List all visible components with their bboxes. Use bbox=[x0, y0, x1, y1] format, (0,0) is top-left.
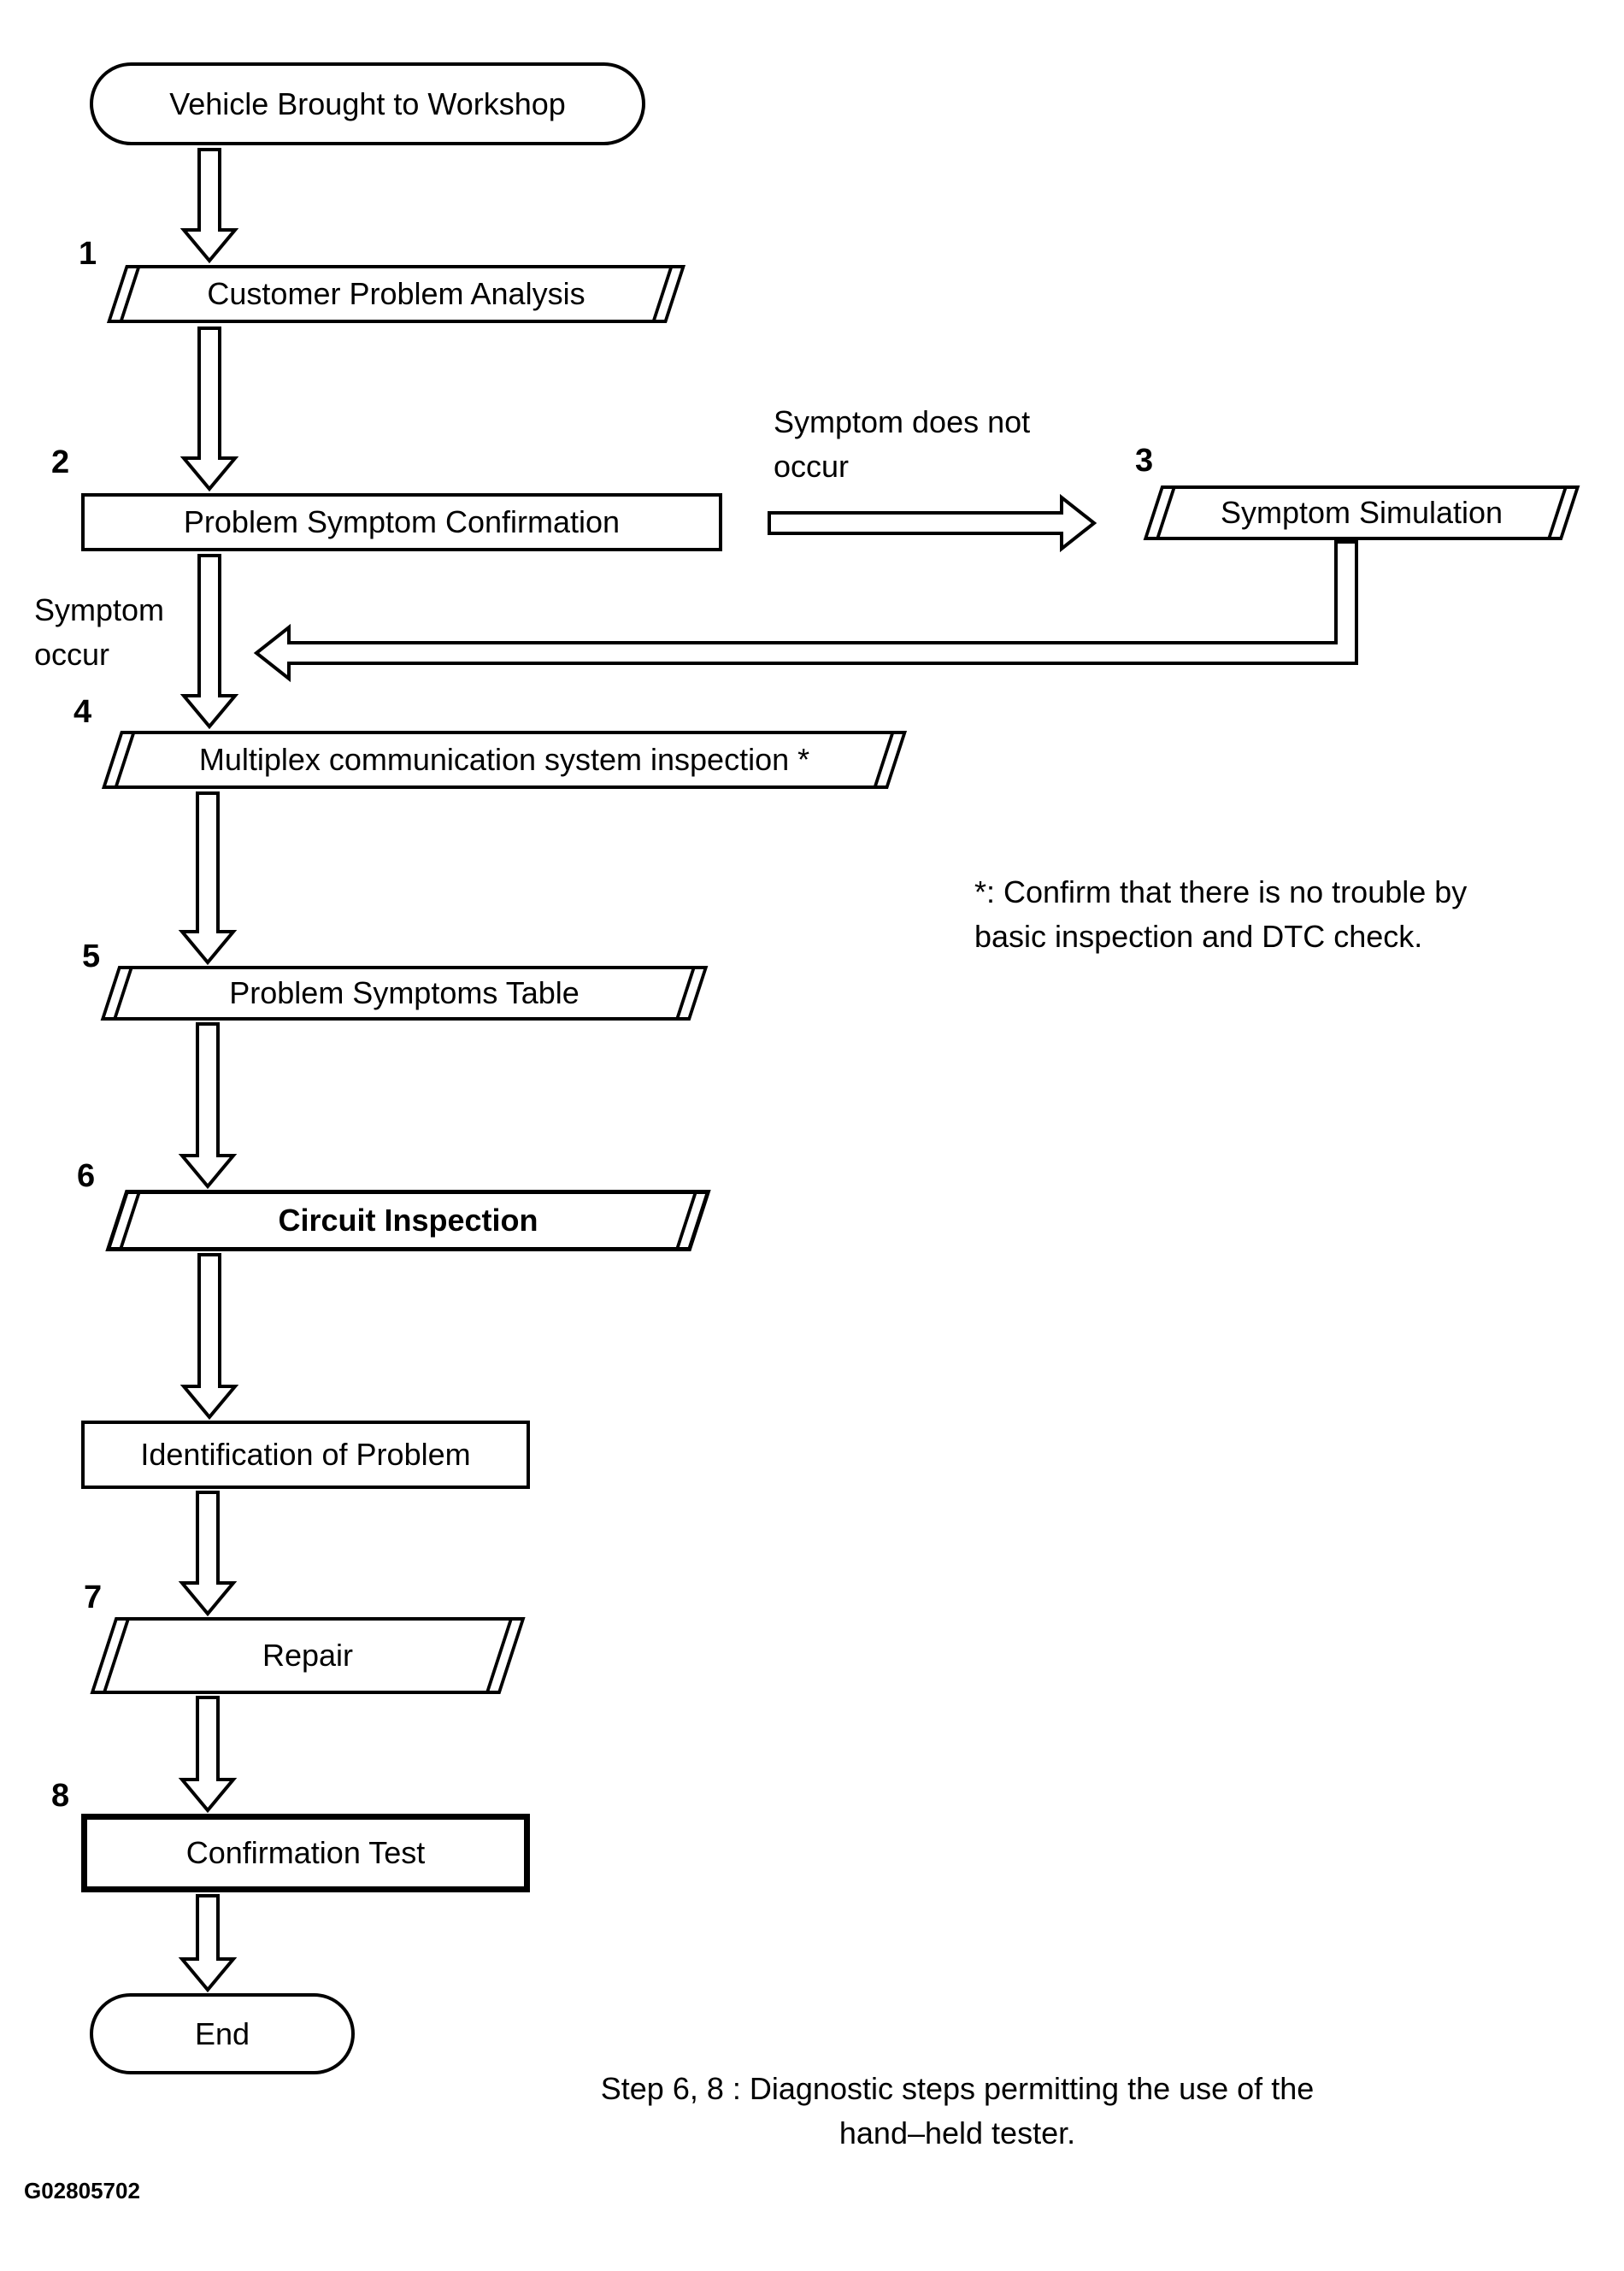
node-step3-symptom-simulation bbox=[1144, 485, 1580, 540]
label-symptom-occur-line1: Symptom bbox=[34, 592, 165, 627]
step-number-3: 3 bbox=[1135, 443, 1154, 479]
caption-line1: Step 6, 8 : Diagnostic steps permitting the use of the bbox=[600, 2071, 1315, 2106]
node-step1-customer-problem-analysis bbox=[107, 265, 685, 323]
arrow-identification-to-step7 bbox=[180, 1492, 235, 1614]
arrow-step8-to-end bbox=[180, 1896, 235, 1990]
caption-step-6-8 bbox=[462, 2067, 1453, 2156]
note-asterisk bbox=[974, 870, 1467, 959]
node-step5-problem-symptoms-table bbox=[101, 966, 709, 1021]
step-number-7: 7 bbox=[84, 1580, 103, 1615]
arrow-step4-to-step5 bbox=[180, 793, 235, 962]
node-step6-circuit-inspection bbox=[105, 1190, 710, 1251]
label-symptom-does-not-occur-line1: Symptom does not bbox=[774, 404, 1031, 439]
node-step4-multiplex-inspection bbox=[102, 731, 907, 789]
arrow-symptom-not-occur-right bbox=[769, 497, 1094, 549]
arrow-step7-to-step8 bbox=[180, 1697, 235, 1810]
arrow-start-to-step1 bbox=[182, 150, 237, 261]
arrow-simulation-return bbox=[248, 542, 1368, 687]
arrow-step6-to-identification bbox=[182, 1255, 237, 1417]
step-number-4: 4 bbox=[74, 694, 92, 730]
node-start bbox=[90, 62, 645, 145]
step-number-2: 2 bbox=[51, 444, 70, 480]
arrow-step1-to-step2 bbox=[182, 328, 237, 489]
label-symptom-does-not-occur bbox=[774, 400, 1030, 489]
node-identification-of-problem bbox=[81, 1421, 530, 1489]
node-step8-confirmation-test bbox=[81, 1814, 530, 1892]
node-step4-label: Multiplex communication system inspection * bbox=[198, 742, 810, 777]
arrow-step5-to-step6 bbox=[180, 1024, 235, 1186]
node-end-label: End bbox=[194, 2015, 250, 2051]
arrow-step2-to-step4 bbox=[182, 556, 237, 727]
label-symptom-does-not-occur-line2: occur bbox=[774, 449, 850, 485]
note-asterisk-line2: basic inspection and DTC check. bbox=[974, 919, 1423, 955]
caption-line2: hand–held tester. bbox=[838, 2115, 1076, 2151]
node-step3-label: Symptom Simulation bbox=[1220, 495, 1503, 530]
label-symptom-occur-line2: occur bbox=[34, 637, 110, 673]
node-step7-repair bbox=[90, 1617, 525, 1694]
step-number-8: 8 bbox=[51, 1778, 70, 1814]
node-step8-label: Confirmation Test bbox=[185, 1835, 426, 1870]
node-identification-label: Identification of Problem bbox=[140, 1437, 471, 1472]
node-step7-label: Repair bbox=[262, 1638, 354, 1673]
node-step5-label: Problem Symptoms Table bbox=[229, 975, 580, 1010]
figure-id: G02805702 bbox=[24, 2178, 140, 2203]
node-step2-label: Problem Symptom Confirmation bbox=[183, 504, 621, 539]
node-end bbox=[90, 1993, 355, 2074]
node-step6-label: Circuit Inspection bbox=[278, 1203, 538, 1238]
node-start-label: Vehicle Brought to Workshop bbox=[169, 85, 566, 121]
step-number-5: 5 bbox=[82, 938, 101, 974]
label-symptom-occur bbox=[34, 588, 164, 677]
node-step1-label: Customer Problem Analysis bbox=[207, 276, 585, 311]
step-number-6: 6 bbox=[77, 1158, 96, 1194]
note-asterisk-line1: *: Confirm that there is no trouble by bbox=[974, 874, 1468, 909]
step-number-1: 1 bbox=[79, 236, 97, 272]
